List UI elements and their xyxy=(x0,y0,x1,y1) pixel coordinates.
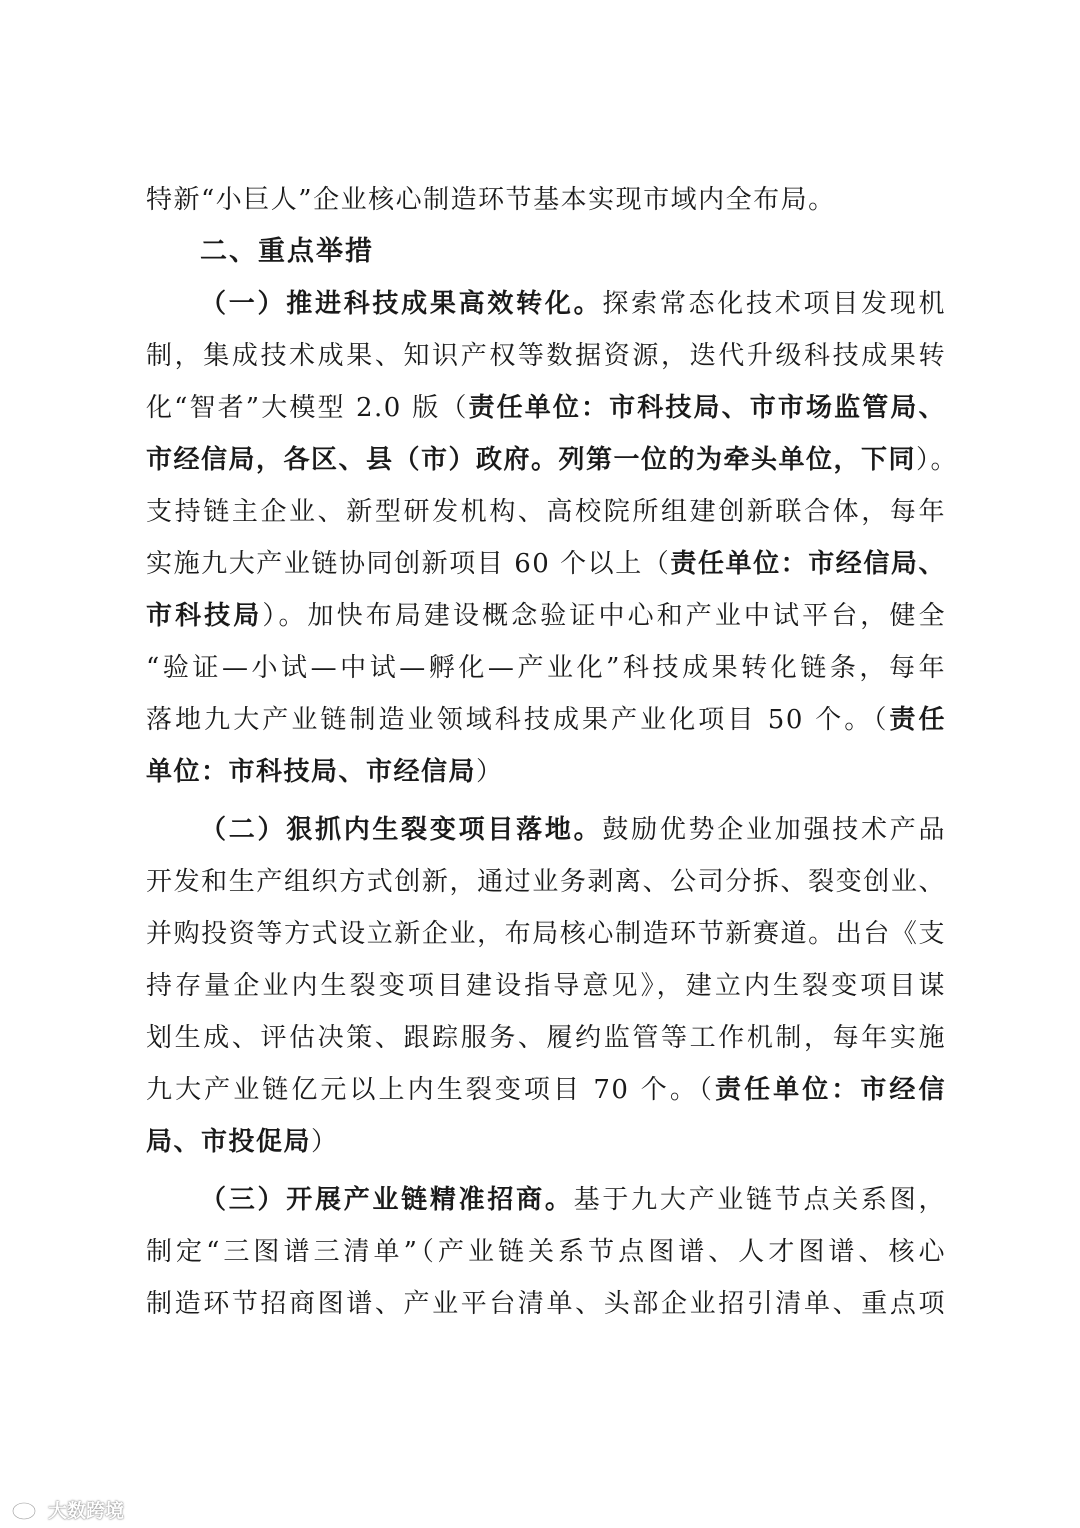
responsible-unit: 单位：市科技局、市经信局 xyxy=(146,757,477,787)
paragraph-line xyxy=(200,1182,946,1218)
paragraph-line xyxy=(146,546,946,582)
line-text: 制定“三图谱三清单”（产业链关系节点图谱、人才图谱、核心 xyxy=(146,1237,946,1267)
responsible-unit: 责任单位：市科技局、市市场监管局、 xyxy=(468,393,946,423)
responsible-unit: 市科技局 xyxy=(146,601,263,631)
weibo-icon xyxy=(10,1497,44,1521)
line-text: 特新“小巨人”企业核心制造环节基本实现市域内全布局。 xyxy=(146,185,836,215)
line-text: 划生成、评估决策、跟踪服务、履约监管等工作机制，每年实施 xyxy=(146,1023,946,1053)
paragraph-line xyxy=(146,864,946,900)
paragraph-line xyxy=(146,1234,946,1270)
paragraph-line xyxy=(146,1072,946,1108)
paragraph-line xyxy=(146,702,946,738)
responsible-unit: 责任 xyxy=(889,705,946,735)
paragraph-line xyxy=(146,1124,946,1160)
paragraph-line xyxy=(146,598,946,634)
line-text: 基于九大产业链节点关系图， xyxy=(573,1185,946,1215)
paragraph-line xyxy=(146,650,946,686)
line-text: 制，集成技术成果、知识产权等数据资源，迭代升级科技成果转 xyxy=(146,341,946,371)
paragraph-line xyxy=(146,338,946,374)
line-text: 并购投资等方式设立新企业，布局核心制造环节新赛道。出台《支 xyxy=(146,919,946,949)
responsible-unit: 局、市投促局 xyxy=(146,1127,312,1157)
paragraph-line xyxy=(200,812,946,848)
subsection-heading: （一）推进科技成果高效转化。 xyxy=(200,289,603,319)
line-text: “验证—小试—中试—孵化—产业化”科技成果转化链条，每年 xyxy=(146,653,946,683)
line-text: ）。加快布局建设概念验证中心和产业中试平台，健全 xyxy=(262,601,946,631)
subsection-heading: （二）狠抓内生裂变项目落地。 xyxy=(200,815,603,845)
line-text: 探索常态化技术项目发现机 xyxy=(602,289,946,319)
line-text: 九大产业链亿元以上内生裂变项目 70 个。（ xyxy=(146,1075,715,1105)
line-text: 支持链主企业、新型研发机构、高校院所组建创新联合体，每年 xyxy=(146,497,946,527)
line-text: 持存量企业内生裂变项目建设指导意见》，建立内生裂变项目谋 xyxy=(146,971,946,1001)
line-text: ）。 xyxy=(916,445,959,475)
responsible-unit: 责任单位：市经信 xyxy=(715,1075,946,1105)
watermark xyxy=(10,1494,124,1524)
line-text: 化“智者”大模型 2.0 版（ xyxy=(146,393,469,423)
section-heading: 二、重点举措 xyxy=(200,236,374,267)
line-text: ） xyxy=(476,757,504,787)
responsible-unit: 责任单位：市经信局、 xyxy=(670,549,946,579)
line-text: 落地九大产业链制造业领域科技成果产业化项目 50 个。（ xyxy=(146,705,890,735)
line-text: ） xyxy=(311,1127,339,1157)
paragraph-line xyxy=(146,390,946,426)
paragraph-line xyxy=(146,916,946,952)
paragraph-line xyxy=(146,968,946,1004)
paragraph-line xyxy=(200,286,946,322)
paragraph-line xyxy=(146,1286,946,1322)
paragraph-line xyxy=(146,1020,946,1056)
line-text: 开发和生产组织方式创新，通过业务剥离、公司分拆、裂变创业、 xyxy=(146,867,946,897)
line-text: 实施九大产业链协同创新项目 60 个以上（ xyxy=(146,549,671,579)
paragraph-line xyxy=(146,494,946,530)
responsible-unit: 市经信局，各区、县（市）政府。列第一位的为牵头单位，下同 xyxy=(146,445,917,475)
paragraph-line xyxy=(146,182,946,218)
subsection-heading: （三）开展产业链精准招商。 xyxy=(200,1185,574,1215)
line-text: 鼓励优势企业加强技术产品 xyxy=(602,815,946,845)
watermark-text: 大数跨境 xyxy=(48,1499,125,1522)
line-text: 制造环节招商图谱、产业平台清单、头部企业招引清单、重点项 xyxy=(146,1289,946,1319)
paragraph-line xyxy=(146,754,946,790)
paragraph-line xyxy=(146,442,959,478)
